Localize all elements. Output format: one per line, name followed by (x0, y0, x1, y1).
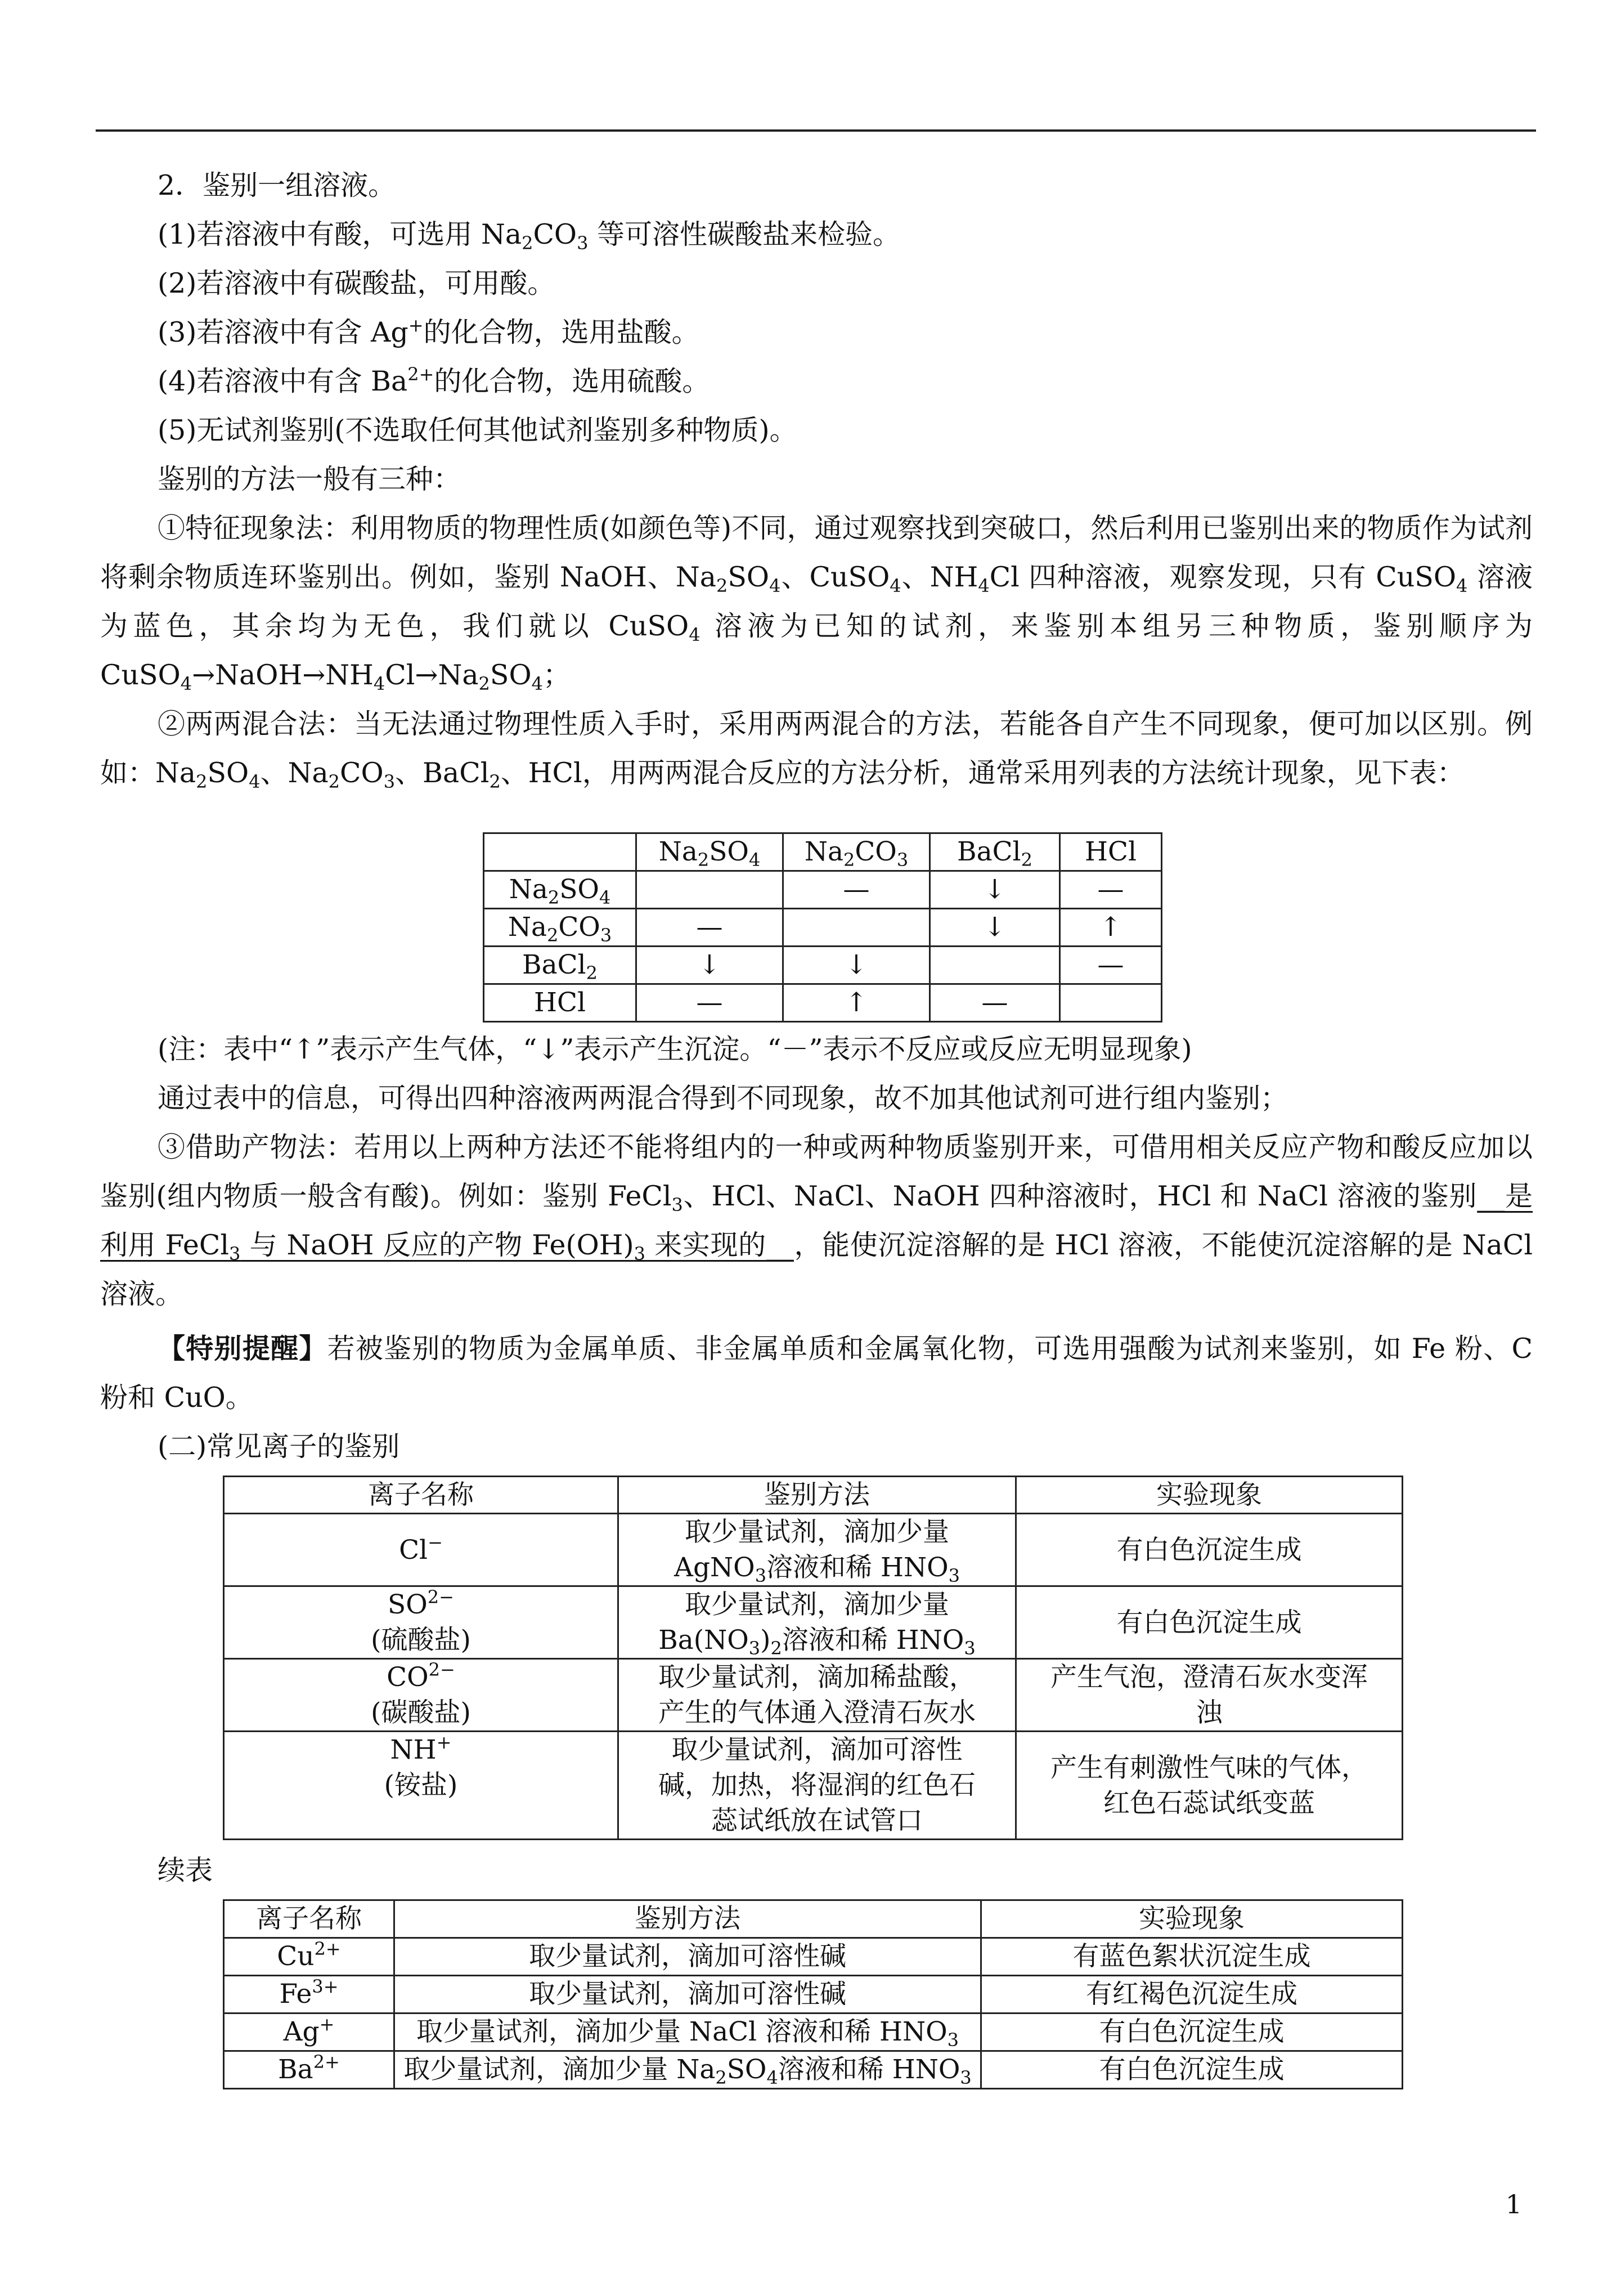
methods-intro: 鉴别的方法一般有三种： (158, 463, 461, 495)
table-header-cell: 鉴别方法 (394, 1900, 981, 1938)
table-cell: ↓ (783, 947, 930, 984)
table-header-cell: 实验现象 (1016, 1477, 1403, 1514)
table-cell: ↓ (930, 909, 1060, 947)
table-cell: — (1060, 871, 1162, 909)
table-header-row (224, 1900, 1403, 1938)
table-cell (783, 909, 930, 947)
table-cell: — (1060, 947, 1162, 984)
result-cell: 有白色沉淀生成 (1016, 1514, 1403, 1586)
table-header-cell: BaCl$_2$ (930, 833, 1060, 871)
table-row (484, 984, 1162, 1022)
ion-cell: $Ba^{2+}$ (224, 2051, 394, 2089)
item-3: (3)若溶液中有含 Ag+的化合物，选用盐酸。 (158, 315, 699, 348)
method-1: ①特征现象法：利用物质的物理性质(如颜色等)不同，通过观察找到突破口，然后利用已鉴别出来的物质作为试剂将剩余物质连环鉴别出。例如，鉴别 NaOH、$Na_2SO_4$、CuSO$_4$、$NH_4Cl$ 四种溶液，观察发现，只有 CuSO$_4$ 溶液为蓝色，其余均为无色，我们就以 CuSO$_4$ 溶液为已知的试剂，来鉴别本组另三种物质，鉴别顺序为 $CuSO_4\to NaOH\to NH_4Cl\to Na_2SO_4$； (100, 512, 1533, 694)
ion-cell: Cl− (224, 1514, 618, 1586)
continued-label: 续表 (158, 1854, 213, 1886)
table-row (224, 1659, 1403, 1732)
result-cell: 有白色沉淀生成 (981, 2014, 1403, 2051)
mixing-table (483, 832, 1162, 1023)
table-cell (636, 871, 783, 909)
table-cell: — (636, 984, 783, 1022)
table-row (484, 947, 1162, 984)
table-cell: — (930, 984, 1060, 1022)
method-cell: 取少量试剂，滴加可溶性 碱，加热，将湿润的红色石 蕊试纸放在试管口 (618, 1732, 1016, 1840)
table-header-cell: $Na_2SO_4$ (636, 833, 783, 871)
table-header-cell: 鉴别方法 (618, 1477, 1016, 1514)
table-header-cell: 离子名称 (224, 1477, 618, 1514)
result-cell: 有白色沉淀生成 (1016, 1586, 1403, 1659)
conclusion: 通过表中的信息，可得出四种溶液两两混合得到不同现象，故不加其他试剂可进行组内鉴别； (158, 1082, 1288, 1114)
ion-cell: NH+ (铵盐) (224, 1732, 618, 1840)
method-cell: 取少量试剂，滴加少量 $Ba(NO_3)_2$溶液和稀 $HNO_3$ (618, 1586, 1016, 1659)
ion-cell: $SO^{2-}$ (硫酸盐) (224, 1586, 618, 1659)
method-2: ②两两混合法：当无法通过物理性质入手时，采用两两混合的方法，若能各自产生不同现象，便可加以区别。例如：$Na_2SO_4$、$Na_2CO_3$、BaCl$_2$、HCl，用两两混合反应的方法分析，通常采用列表的方法统计现象，见下表： (100, 708, 1533, 792)
ion-cell: $Cu^{2+}$ (224, 1938, 394, 1976)
table-header-row (484, 833, 1162, 871)
row-label: HCl (484, 984, 636, 1022)
table-cell (930, 947, 1060, 984)
table-row (224, 1586, 1403, 1659)
header-rule (96, 129, 1536, 132)
table-corner-cell (484, 833, 636, 871)
table-row (224, 1732, 1403, 1840)
fill-in-answer: __是利用 FeCl$_3$ 与 NaOH 反应的产物 $Fe(OH)_3$ 来实现的__ (100, 1180, 1533, 1264)
special-reminder: 【特别提醒】若被鉴别的物质为金属单质、非金属单质和金属氧化物，可选用强酸为试剂来鉴别，如 Fe 粉、C 粉和 CuO。 (100, 1332, 1533, 1414)
table-cell: ↑ (1060, 909, 1162, 947)
subsection-title: (二)常见离子的鉴别 (158, 1430, 400, 1463)
table-row (484, 871, 1162, 909)
method-3: ③借助产物法：若用以上两种方法还不能将组内的一种或两种物质鉴别开来，可借用相关反应产物和酸反应加以鉴别(组内物质一般含有酸)。例如：鉴别 FeCl$_3$、HCl、NaCl、NaOH 四种溶液时，HCl 和 NaCl 溶液的鉴别__是利用 FeCl$_3$ 与 NaOH 反应的产物 $Fe(OH)_3$ 来实现的__，能使沉淀溶解的是 HCl 溶液，不能使沉淀溶解的是 NaCl 溶液。 (100, 1131, 1533, 1310)
ion-cell: $CO^{2-}$ (碳酸盐) (224, 1659, 618, 1732)
document-body (100, 161, 1533, 2089)
method-cell: 取少量试剂，滴加稀盐酸， 产生的气体通入澄清石灰水 (618, 1659, 1016, 1732)
ion-table (223, 1476, 1403, 1840)
ion-table-continued (223, 1899, 1403, 2089)
result-cell: 产生气泡，澄清石灰水变浑 浊 (1016, 1659, 1403, 1732)
table-header-cell: HCl (1060, 833, 1162, 871)
table-cell: — (636, 909, 783, 947)
table-row (224, 1938, 1403, 1976)
result-cell: 有红褐色沉淀生成 (981, 1976, 1403, 2014)
table-header-cell: 离子名称 (224, 1900, 394, 1938)
table-cell: — (783, 871, 930, 909)
table-row (224, 2051, 1403, 2089)
row-label: $Na_2SO_4$ (484, 871, 636, 909)
item-2: (2)若溶液中有碳酸盐，可用酸。 (158, 267, 555, 299)
table-header-cell: 实验现象 (981, 1900, 1403, 1938)
table-cell: ↑ (783, 984, 930, 1022)
result-cell: 有蓝色絮状沉淀生成 (981, 1938, 1403, 1976)
method-cell: 取少量试剂，滴加少量 AgNO$_3$溶液和稀 $HNO_3$ (618, 1514, 1016, 1586)
table-row (224, 2014, 1403, 2051)
item-5: (5)无试剂鉴别(不选取任何其他试剂鉴别多种物质)。 (158, 414, 797, 446)
table-row (224, 1976, 1403, 2014)
table-header-row (224, 1477, 1403, 1514)
table-note: (注：表中“↑”表示产生气体，“↓”表示产生沉淀。“－”表示不反应或反应无明显现象) (158, 1033, 1192, 1065)
table-row (224, 1514, 1403, 1586)
page-number: 1 (1505, 2189, 1522, 2219)
method-cell: 取少量试剂，滴加可溶性碱 (394, 1938, 981, 1976)
ion-cell: $Fe^{3+}$ (224, 1976, 394, 2014)
item-4: (4)若溶液中有含 $Ba^{2+}$的化合物，选用硫酸。 (158, 364, 710, 397)
result-cell: 产生有刺激性气味的气体， 红色石蕊试纸变蓝 (1016, 1732, 1403, 1840)
table-cell: ↓ (930, 871, 1060, 909)
table-cell (1060, 984, 1162, 1022)
row-label: $Na_2CO_3$ (484, 909, 636, 947)
method-cell: 取少量试剂，滴加少量 NaCl 溶液和稀 $HNO_3$ (394, 2014, 981, 2051)
table-header-cell: $Na_2CO_3$ (783, 833, 930, 871)
method-cell: 取少量试剂，滴加少量 $Na_2SO_4$溶液和稀 $HNO_3$ (394, 2051, 981, 2089)
row-label: BaCl$_2$ (484, 947, 636, 984)
section-title: 2．鉴别一组溶液。 (158, 169, 396, 201)
item-1: (1)若溶液中有酸，可选用 $Na_2CO_3$ 等可溶性碳酸盐来检验。 (158, 218, 901, 254)
method-cell: 取少量试剂，滴加可溶性碱 (394, 1976, 981, 2014)
table-row (484, 909, 1162, 947)
table-cell: ↓ (636, 947, 783, 984)
ion-cell: Ag+ (224, 2014, 394, 2051)
result-cell: 有白色沉淀生成 (981, 2051, 1403, 2089)
